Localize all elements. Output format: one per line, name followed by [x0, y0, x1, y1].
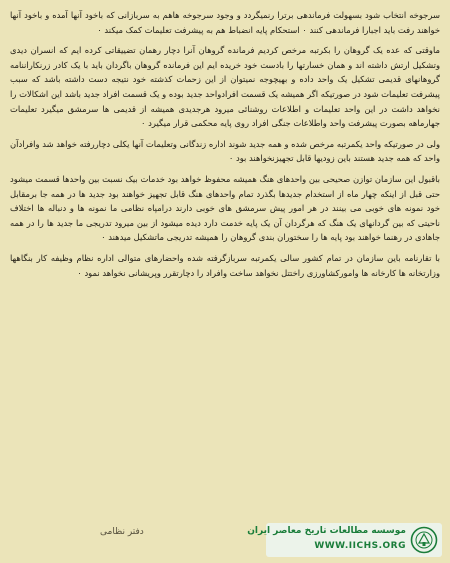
archive-watermark [247, 523, 442, 557]
paragraph-1: سرجوخه انتخاب شود بسهولت فرماندهی برترا رنمیگردد و وجود سرجوخه هاهم به سربازانی که باخود آنها آمده و باخود آنها خواهند رفت باید اجبارا فرماندهی کنند ۰ استحکام پایه انضباط هم به پیشرفت تعلیمات کمک میکند ۰ [10, 10, 440, 35]
paragraph-3: ولی در صورتیکه واحد یکمرتبه مرخص شده و همه جدید شوند اداره زندگانی وتعلیمات آنها یکلی دچاررفته خواهد شد وافرادآن واحد که همه جدید هستند باین زودیها قابل تجهیزنخواهند بود ۰ [10, 138, 440, 164]
document-signature: دفتر نظامی [100, 527, 144, 537]
document-body [10, 8, 440, 286]
paragraph-2: ماوقتی که عده یک گروهان را بکرتبه مرخص کردیم فرمانده گروهان آنرا دچار رهمان تضییقاتی کرده ایم که انسران دیدی وتشکیل ارتش داشته اند و همان خسارتها را بادست خود خریده ایم این فرمانده گروهان باگردان باید با یک کادر زرنکاراننامه گروهانهای قدیمی تشکیل یک واحد داده و بهیچوجه نمیتوان از این زحمات کذشته خود نتیجه دست داشته باشد که سبب پیشرفت تعلیمات شود در صورتیکه اگر همیشه یک قسمت افرادواحد جدید بوده و یک قسمت افراد جدید باشد این اشکالات را نخواهد داشت در این واحد تعلیمات و اطلاعات روشنائی میرود هرجدیدی همیشه از قدیمی ها سرمشق میگیرد تعلیمات جهارماهه بصورت پیشرفت واحد واطلاعات جنگی افراد روی پایه محکمی قرار میگیرد ۰ [10, 45, 440, 129]
paragraph-5: با تقارنامه باین سازمان در تمام کشور سالی یکمرتبه سربازگرفته شده واحضارهای متوالی اداره نظام وظیفه کار بنگاهها وزارتخانه ها کارخانه ها وامورکشاورزی راختتل نخواهد ساخت وافراد را دچارتقرر وپریشانی نخواهد نمود ۰ [10, 252, 440, 278]
watermark-url: WWW.IICHS.ORG [314, 541, 406, 551]
iichs-emblem-icon [410, 526, 438, 554]
watermark-title: موسسه مطالعات تاریخ معاصر ایران [247, 526, 406, 536]
paragraph-4: باقبول این سازمان توازن صحیحی بین واحدهای هنگ همیشه محفوظ خواهد بود خدمات بیک نسبت بین واحدها قسمت میشود حتی قبل از اینکه چهار ماه از استخدام جدیدها بگذرد تمام واحدهای هنگ قابل تجهیز خواهند بود جدید ها در همه جا برمقابل خود نمونه های خوبی می بینند در هر امور پیش سرمشق های خوبی دارند درامپاه نظامی ما نمونه ها و دنباله ها اختلاف ناحیتی که بین گردانهای یک هنگ که هرگردان آن یک پایه خدمت دارد دیده میشود از بین میرود تدریجی ما جدید ها را در همه جاهادی در رهنما خواهند بود پایه ها را سختوران بندی گروهان را همیشه تدریجی ماتشکیل میدهند ۰ [10, 173, 440, 243]
